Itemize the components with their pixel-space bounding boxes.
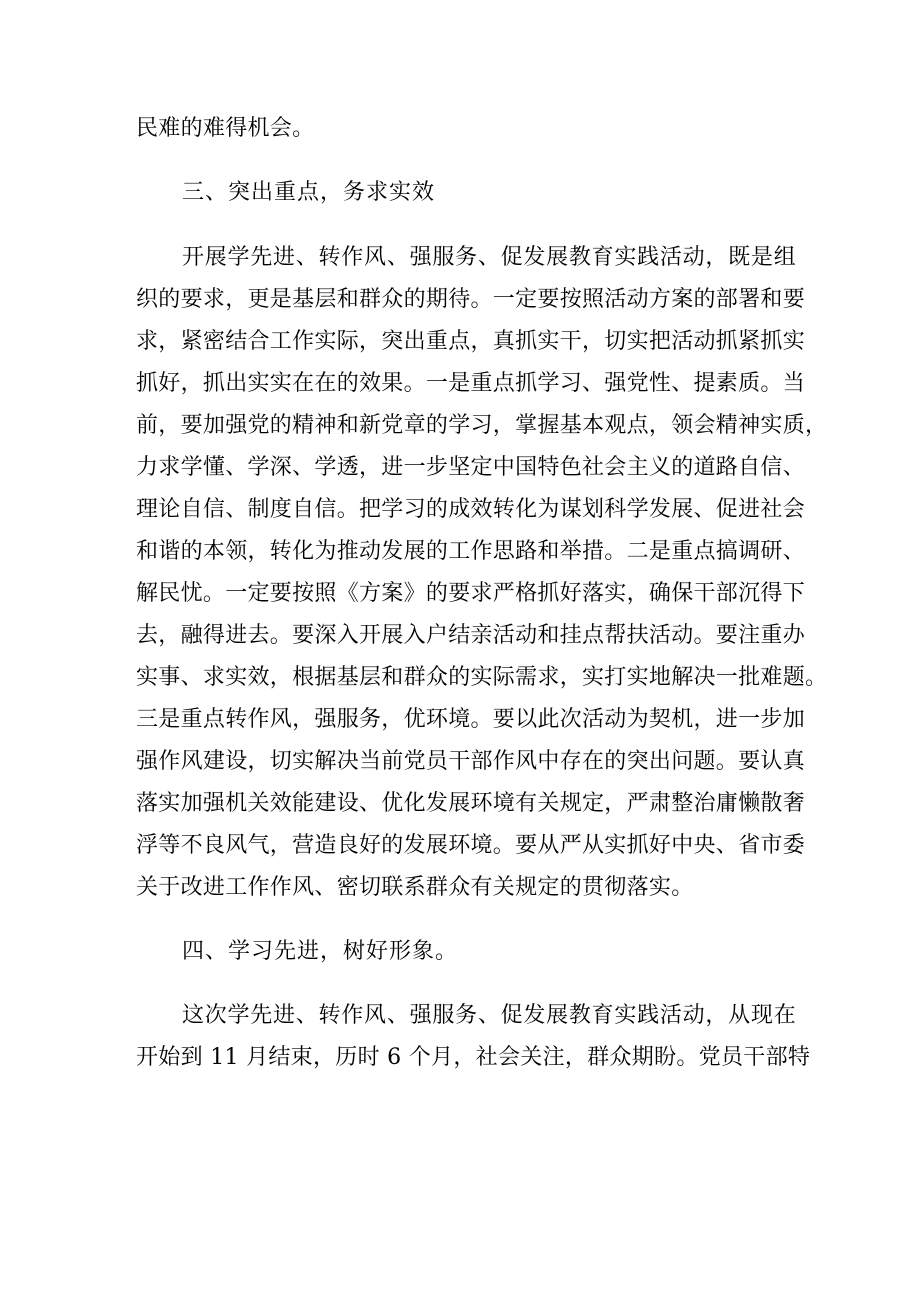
paragraph-line: 和谐的本领，转化为推动发展的工作思路和举措。二是重点搞调研、 (136, 539, 806, 564)
paragraph-line: 求，紧密结合工作实际，突出重点，真抓实干，切实把活动抓紧抓实 (136, 329, 806, 354)
paragraph-line: 民难的难得机会。 (136, 116, 315, 141)
paragraph-line: 关于改进工作作风、密切联系群众有关规定的贯彻落实。 (136, 875, 694, 900)
section-heading: 四、学习先进，树好形象。 (182, 939, 459, 964)
paragraph-line: 浮等不良风气，营造良好的发展环境。要从严从实抓好中央、省市委 (136, 833, 806, 858)
paragraph-line: 三是重点转作风，强服务，优环境。要以此次活动为契机，进一步加 (136, 707, 806, 732)
paragraph-line: 理论自信、制度自信。把学习的成效转化为谋划科学发展、促进社会 (136, 497, 806, 522)
paragraph-line: 实事、求实效，根据基层和群众的实际需求，实打实地解决一批难题。 (136, 665, 828, 690)
paragraph-line: 去，融得进去。要深入开展入户结亲活动和挂点帮扶活动。要注重办 (136, 623, 806, 648)
section-heading: 三、突出重点，务求实效 (182, 180, 436, 205)
paragraph-line: 力求学懂、学深、学透，进一步坚定中国特色社会主义的道路自信、 (136, 455, 806, 480)
paragraph-line: 这次学先进、转作风、强服务、促发展教育实践活动，从现在 (182, 1003, 796, 1028)
paragraph-line: 落实加强机关效能建设、优化发展环境有关规定，严肃整治庸懒散奢 (136, 791, 806, 816)
paragraph-line: 抓好，抓出实实在在的效果。一是重点抓学习、强党性、提素质。当 (136, 371, 806, 396)
paragraph-line: 强作风建设，切实解决当前党员干部作风中存在的突出问题。要认真 (136, 749, 806, 774)
paragraph-line: 解民忧。一定要按照《方案》的要求严格抓好落实，确保干部沉得下 (136, 581, 806, 606)
paragraph-line: 织的要求，更是基层和群众的期待。一定要按照活动方案的部署和要 (136, 287, 806, 312)
paragraph-line: 开展学先进、转作风、强服务、促发展教育实践活动，既是组 (182, 245, 796, 270)
paragraph-line: 前，要加强党的精神和新党章的学习，掌握基本观点，领会精神实质， (136, 413, 828, 438)
paragraph-line: 开始到 11 月结束，历时 6 个月，社会关注，群众期盼。党员干部特 (136, 1045, 811, 1070)
